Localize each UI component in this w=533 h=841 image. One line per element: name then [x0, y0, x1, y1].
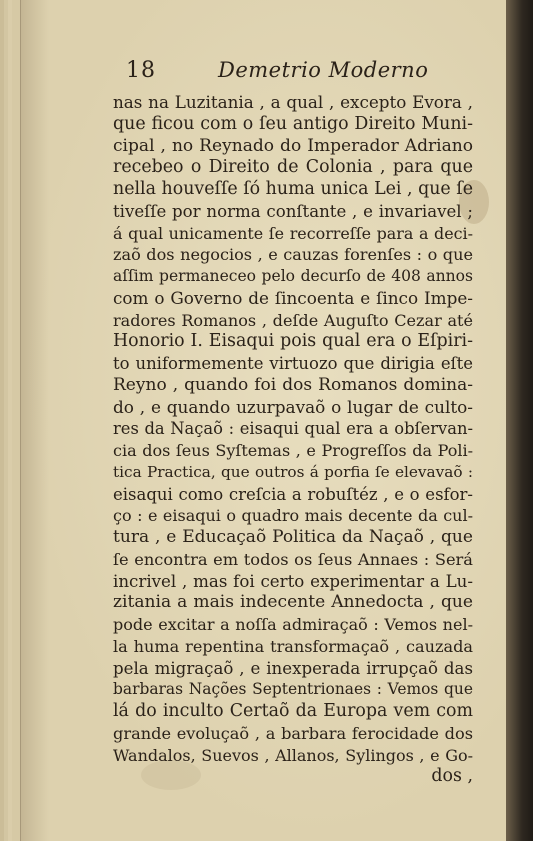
text-line: pode excitar a noſſa admiraçaõ : Vemos nel- — [113, 615, 473, 634]
text-line: grande evoluçaõ , a barbara ferocidade dos — [113, 723, 473, 743]
text-line: cipal , no Reynado do Imperador Adriano — [113, 135, 473, 156]
text-line: tura , e Educaçaõ Politica da Naçaõ , que — [113, 527, 473, 547]
text-line: eisaqui como creſcia a robuſtéz , e o esfor- — [113, 484, 473, 504]
text-line: tica Practica, que outros á porfia ſe elevavaõ : — [113, 462, 473, 481]
text-line: barbaras Nações Septentrionaes : Vemos que — [113, 680, 473, 699]
text-line: ſe encontra em todos os ſeus Annaes : Será — [113, 549, 473, 569]
text-line: to uniformemente virtuozo que dirigia eſte — [113, 354, 473, 373]
catchword: dos , — [431, 766, 473, 787]
text-line: la huma repentina transformaçaõ , cauzada — [113, 636, 473, 656]
running-title: Demetrio Moderno — [218, 58, 429, 82]
page-number: 18 — [126, 58, 156, 83]
text-line: zitania a mais indecente Annedocta , que — [113, 592, 473, 613]
text-line: que ficou com o ſeu antigo Direito Muni- — [113, 113, 473, 134]
text-line: ço : e eisaqui o quadro mais decente da cul- — [113, 506, 473, 526]
text-line: Wandalos, Suevos , Allanos, Sylingos , e Go- — [113, 745, 473, 765]
text-line: pela migraçaõ , e inexperada irrupçaõ das — [113, 658, 473, 678]
text-line: aſſim permaneceo pelo decurſo de 408 annos — [113, 267, 473, 285]
book-gutter — [506, 0, 533, 841]
text-line: á qual unicamente ſe recorreſſe para a deci- — [113, 223, 473, 243]
page-header — [126, 56, 466, 90]
text-line: Honorio I. Eisaqui pois qual era o Eſpiri- — [113, 331, 473, 352]
text-line: recebeo o Direito de Colonia , para que — [113, 157, 473, 178]
text-line: cia dos ſeus Syſtemas , e Progreſſos da Poli- — [113, 441, 473, 460]
text-line: tiveſſe por norma conſtante , e invariavel ; — [113, 201, 473, 221]
text-line: com o Governo de ſincoenta e ſinco Impe- — [113, 287, 473, 308]
text-line: Reyno , quando foi dos Romanos domina- — [113, 374, 473, 395]
text-line: radores Romanos , deſde Auguſto Cezar até — [113, 310, 473, 330]
text-line: do , e quando uzurpavaõ o lugar de culto- — [113, 396, 473, 417]
text-line: zaõ dos negocios , e cauzas forenſes : o que — [113, 245, 473, 265]
text-line: lá do inculto Certaõ da Europa vem com — [113, 701, 473, 721]
text-line: nella houveſſe ſó huma unica Lei , que ſe — [113, 179, 473, 199]
text-line: res da Naçaõ : eisaqui qual era a obſervan- — [113, 419, 473, 439]
body-text — [113, 92, 473, 788]
text-line: nas na Luzitania , a qual , excepto Evora , — [113, 92, 473, 112]
text-line: incrivel , mas foi certo experimentar a Lu- — [113, 571, 473, 591]
